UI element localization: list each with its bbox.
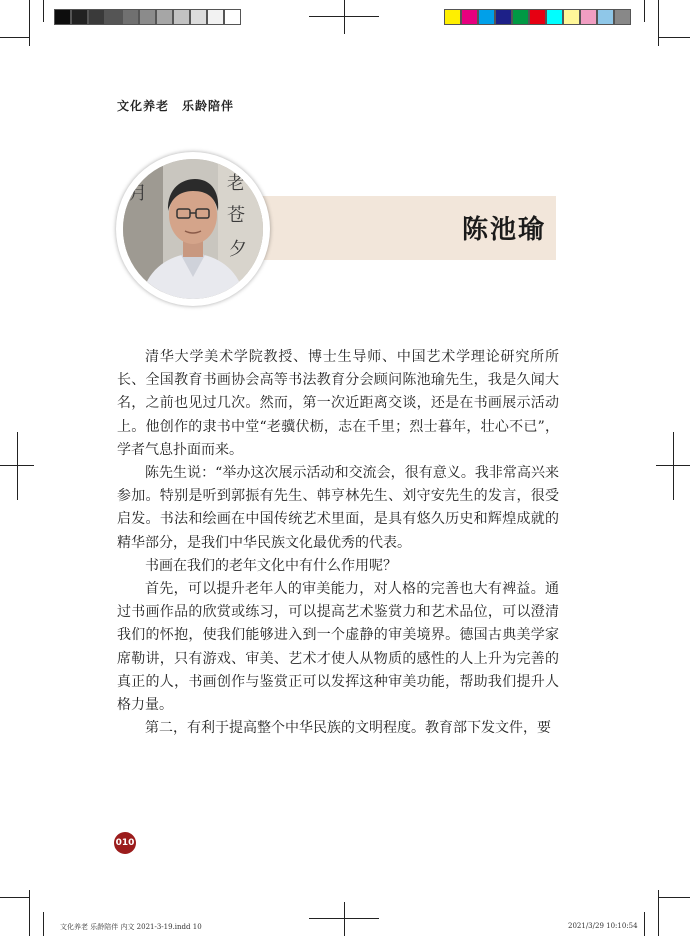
calibration-swatch [224, 9, 241, 25]
portrait-photo [123, 159, 263, 299]
crop-mark [29, 890, 30, 936]
registration-mark [673, 432, 674, 500]
slug-right: 2021/3/29 10:10:54 [568, 922, 638, 930]
registration-mark [344, 0, 345, 34]
page-number-badge: 010 [114, 832, 136, 854]
svg-text:月: 月 [129, 183, 147, 204]
article-body [117, 346, 559, 740]
paragraph: 陈先生说：“举办这次展示活动和交流会，很有意义。我非常高兴来参加。特别是听到郭振有先生、韩亨林先生、刘守安先生的发言，很受启发。书法和绘画在中国传统艺术里面，是具有悠久历史和辉煌成就的精华部分，是我们中华民族文化最优秀的代表。 [117, 465, 559, 551]
calibration-swatch [105, 9, 122, 25]
portrait-illustration [123, 159, 263, 299]
calibration-swatch [88, 9, 105, 25]
crop-mark [658, 37, 690, 38]
paragraph: 清华大学美术学院教授、博士生导师、中国艺术学理论研究所所长、全国教育书画协会高等书法教育分会顾问陈池瑜先生，我是久闻大名，之前也见过几次。然而，第一次近距离交谈，还是在书画展示活动上。他创作的隶书中堂“老骥伏枥，志在千里；烈士暮年，壮心不已”，学者气息扑面而来。 [117, 349, 559, 458]
calibration-swatch [139, 9, 156, 25]
color-calibration-bar [444, 9, 631, 27]
calibration-swatch [529, 9, 546, 25]
crop-mark [644, 912, 645, 936]
paragraph: 书画在我们的老年文化中有什么作用呢？ [145, 557, 397, 574]
crop-mark [29, 0, 30, 46]
grayscale-calibration-bar [54, 9, 241, 27]
registration-mark [17, 432, 18, 500]
calibration-swatch [597, 9, 614, 25]
calibration-swatch [190, 9, 207, 25]
person-name: 陈池瑜 [462, 215, 547, 245]
crop-mark [0, 897, 30, 898]
crop-mark [644, 0, 645, 22]
svg-text:苍: 苍 [227, 205, 245, 226]
calibration-swatch [580, 9, 597, 25]
crop-mark [658, 0, 659, 46]
calibration-swatch [54, 9, 71, 25]
calibration-swatch [156, 9, 173, 25]
calibration-swatch [478, 9, 495, 25]
calibration-swatch [173, 9, 190, 25]
crop-mark [43, 0, 44, 22]
slug-left: 文化养老 乐龄陪伴 内文 2021-3-19.indd 10 [60, 923, 202, 931]
calibration-swatch [207, 9, 224, 25]
calibration-swatch [71, 9, 88, 25]
crop-mark [658, 897, 690, 898]
calibration-swatch [444, 9, 461, 25]
crop-mark [658, 890, 659, 936]
calibration-swatch [563, 9, 580, 25]
paragraph: 第二，有利于提高整个中华民族的文明程度。教育部下发文件，要 [145, 720, 551, 737]
registration-mark [344, 902, 345, 936]
calibration-swatch [546, 9, 563, 25]
svg-text:老: 老 [227, 173, 245, 194]
svg-text:夕: 夕 [229, 239, 247, 260]
running-header: 文化养老 乐龄陪伴 [117, 99, 235, 113]
calibration-swatch [614, 9, 631, 25]
calibration-swatch [512, 9, 529, 25]
calibration-swatch [122, 9, 139, 25]
crop-mark [43, 912, 44, 936]
calibration-swatch [461, 9, 478, 25]
crop-mark [0, 37, 30, 38]
calibration-swatch [495, 9, 512, 25]
paragraph: 首先，可以提升老年人的审美能力，对人格的完善也大有裨益。通过书画作品的欣赏或练习，可以提高艺术鉴赏力和艺术品位，可以澄清我们的怀抱，使我们能够进入到一个虚静的审美境界。德国古典美学家席勒讲，只有游戏、审美、艺术才使人从物质的感性的人上升为完善的真正的人，书画创作与鉴赏正可以发挥这种审美功能，帮助我们提升人格力量。 [117, 581, 559, 714]
